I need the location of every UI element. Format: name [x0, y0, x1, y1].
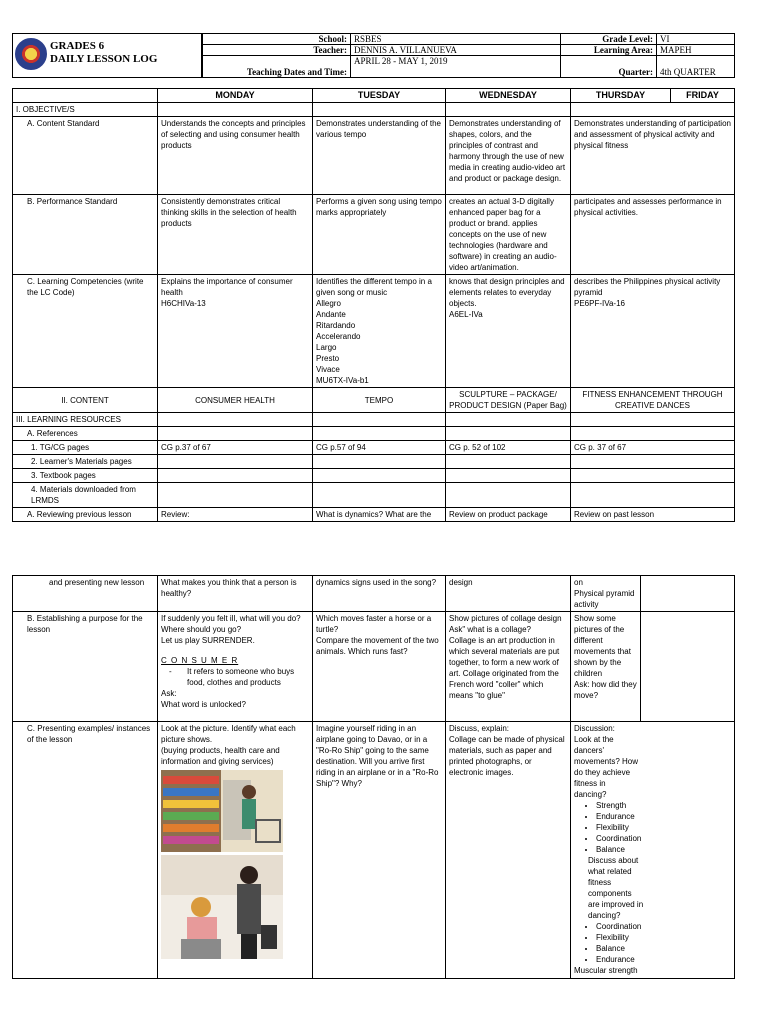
tg-mon: CG p.37 of 67: [158, 441, 313, 455]
content-standard-tue: Demonstrates understanding of the various tempo: [313, 117, 446, 195]
grocery-shopping-photo: [161, 770, 283, 852]
school-label: School:: [203, 34, 351, 45]
health-care-photo: [161, 855, 283, 959]
day-wednesday: WEDNESDAY: [446, 89, 571, 103]
textbook-row: [13, 469, 735, 483]
review-row: [13, 508, 735, 522]
teacher-label: Teacher:: [203, 45, 351, 56]
content-row: [13, 388, 735, 413]
fitness-item: • Coordination: [596, 921, 731, 932]
examples-thu-discuss: Discuss about what related fitness components are improved in dancing?: [588, 856, 644, 920]
school-value: RSBES: [351, 34, 561, 45]
logo-box: [12, 33, 202, 78]
review-thu: Review on past lesson: [571, 508, 735, 522]
fitness-item: • Endurance: [596, 954, 731, 965]
tg-tue: CG p.57 of 94: [313, 441, 446, 455]
examples-thu-intro: Discussion: Look at the dancers' movements? How do they achieve fitness in dancing?: [574, 724, 639, 799]
tg-label: 1. TG/CG pages: [13, 441, 158, 455]
objectives-row: [13, 103, 735, 117]
competencies-wed: knows that design principles and elements relates to everyday objects. A6EL-IVa: [446, 275, 571, 388]
purpose-mon: [158, 612, 313, 722]
day-thursday: THURSDAY: [571, 89, 671, 103]
textbook-label: 3. Textbook pages: [13, 469, 158, 483]
tg-thu: CG p. 37 of 67: [571, 441, 735, 455]
fitness-list-1: [574, 800, 731, 855]
content-label: II. CONTENT: [13, 388, 158, 413]
examples-mon-text: Look at the picture. Identify what each picture shows. (buying products, health care and information and giving services): [161, 724, 296, 766]
presenting-row: [13, 576, 735, 612]
fitness-item: • Strength: [596, 800, 731, 811]
fitness-item: • Flexibility: [596, 822, 731, 833]
blank-corner: [13, 89, 158, 103]
days-header-row: [13, 89, 735, 103]
competencies-mon: Explains the importance of consumer health H6CHIVa-13: [158, 275, 313, 388]
tg-row: [13, 441, 735, 455]
examples-label: C. Presenting examples/ instances of the lesson: [13, 722, 158, 979]
examples-wed: Discuss, explain: Collage can be made of physical materials, such as paper and printed photographs, or electronic images.: [446, 722, 571, 979]
content-standard-wed: Demonstrates understanding of shapes, colors, and the principles of contrast and harmony through the use of new media in creating audio-video art and product or package design.: [446, 117, 571, 195]
performance-standard-tue: Performs a given song using tempo marks appropriately: [313, 195, 446, 275]
grade-level-label: Grade Level:: [561, 34, 657, 45]
examples-thu: [571, 722, 735, 979]
lm-row: [13, 455, 735, 469]
teacher-value: DENNIS A. VILLANUEVA: [351, 45, 561, 56]
tg-wed: CG p. 52 of 102: [446, 441, 571, 455]
presenting-wed: design: [446, 576, 571, 612]
consumer-definition: - It refers to someone who buys food, clothes and products: [169, 667, 295, 687]
competencies-row: [13, 275, 735, 388]
performance-standard-row: [13, 195, 735, 275]
content-standard-row: [13, 117, 735, 195]
teaching-dates-value: APRIL 28 - MAY 1, 2019: [351, 56, 561, 78]
fitness-item: • Balance: [596, 844, 731, 855]
consumer-word: C O N S U M E R: [161, 656, 239, 665]
materials-row: [13, 483, 735, 508]
performance-standard-label: B. Performance Standard: [13, 195, 158, 275]
day-monday: MONDAY: [158, 89, 313, 103]
purpose-row: [13, 612, 735, 722]
examples-tue: Imagine yourself riding in an airplane going to Davao, or in a "Ro-Ro Ship" going to the same destination. Will you arrive first riding in an airplane or in a "Ro-Ro Ship"? Why?: [313, 722, 446, 979]
lesson-log-table-page1: [12, 88, 735, 522]
review-wed: Review on product package: [446, 508, 571, 522]
performance-standard-mon: Consistently demonstrates critical thinking skills in the selection of health products: [158, 195, 313, 275]
lm-label: 2. Learner's Materials pages: [13, 455, 158, 469]
purpose-mon-ask: Ask: What word is unlocked?: [161, 689, 246, 709]
examples-mon: [158, 722, 313, 979]
objectives-label: I. OBJECTIVE/S: [13, 103, 158, 117]
references-label: A. References: [13, 427, 158, 441]
fitness-item: • Coordination: [596, 833, 731, 844]
review-label: A. Reviewing previous lesson: [13, 508, 158, 522]
examples-thu-muscular: Muscular strength: [574, 966, 638, 975]
learning-area-label: Learning Area:: [561, 45, 657, 56]
competencies-thu: describes the Philippines physical activity pyramid PE6PF-IVa-16: [571, 275, 735, 388]
purpose-wed: Show pictures of collage design Ask" what is a collage? Collage is an art production in which several materials are put together, to form a new work of art. Collage originated from the French word "coller" which means "to glue": [446, 612, 571, 722]
content-standard-mon: Understands the concepts and principles of selecting and using consumer health products: [158, 117, 313, 195]
presenting-mon: What makes you think that a person is healthy?: [158, 576, 313, 612]
presenting-tue: dynamics signs used in the song?: [313, 576, 446, 612]
quarter-label: Quarter:: [561, 56, 657, 78]
day-tuesday: TUESDAY: [313, 89, 446, 103]
performance-standard-wed: creates an actual 3-D digitally enhanced paper bag for a product or brand. applies concepts on the use of new technologies (hardware and software) in creating an audio-video art/animation.: [446, 195, 571, 275]
title-line-2: DAILY LESSON LOG: [50, 53, 158, 65]
content-standard-thu: Demonstrates understanding of participation and assessment of physical activity and physical fitness: [571, 117, 735, 195]
performance-standard-thu: participates and assesses performance in physical activities.: [571, 195, 735, 275]
fitness-list-2: [574, 921, 731, 965]
header-info-table: [202, 33, 735, 78]
purpose-label: B. Establishing a purpose for the lesson: [13, 612, 158, 722]
content-wed: SCULPTURE – PACKAGE/ PRODUCT DESIGN (Paper Bag): [446, 388, 571, 413]
purpose-tue: Which moves faster a horse or a turtle? Compare the movement of the two animals. Which runs fast?: [313, 612, 446, 722]
fitness-item: • Flexibility: [596, 932, 731, 943]
fitness-item: • Endurance: [596, 811, 731, 822]
fitness-item: • Balance: [596, 943, 731, 954]
competencies-tue: Identifies the different tempo in a given song or music Allegro Andante Ritardando Accelerando Largo Presto Vivace MU6TX-IVa-b1: [313, 275, 446, 388]
review-tue: What is dynamics? What are the: [313, 508, 446, 522]
resources-label: III. LEARNING RESOURCES: [13, 413, 158, 427]
presenting-thu: on Physical pyramid activity: [571, 576, 641, 612]
examples-row: [13, 722, 735, 979]
purpose-mon-intro: If suddenly you felt ill, what will you do? Where should you go? Let us play SURRENDER.: [161, 614, 301, 645]
competencies-label: C. Learning Competencies (write the LC Code): [13, 275, 158, 388]
teaching-dates-label: Teaching Dates and Time:: [203, 56, 351, 78]
day-friday: FRIDAY: [671, 89, 735, 103]
content-tue: TEMPO: [313, 388, 446, 413]
title-line-1: GRADES 6: [50, 40, 105, 52]
references-row: [13, 427, 735, 441]
quarter-value: 4th QUARTER: [657, 56, 735, 78]
content-mon: CONSUMER HEALTH: [158, 388, 313, 413]
learning-area-value: MAPEH: [657, 45, 735, 56]
presenting-label: and presenting new lesson: [13, 576, 158, 612]
grade-level-value: VI: [657, 34, 735, 45]
content-standard-label: A. Content Standard: [13, 117, 158, 195]
materials-label: 4. Materials downloaded from LRMDS: [13, 483, 158, 508]
content-thu: FITNESS ENHANCEMENT THROUGH CREATIVE DANCES: [571, 388, 735, 413]
lesson-log-table-page2: [12, 575, 735, 979]
review-mon: Review:: [158, 508, 313, 522]
purpose-thu: Show some pictures of the different movements that shown by the children Ask: how did they move?: [571, 612, 641, 722]
resources-row: [13, 413, 735, 427]
